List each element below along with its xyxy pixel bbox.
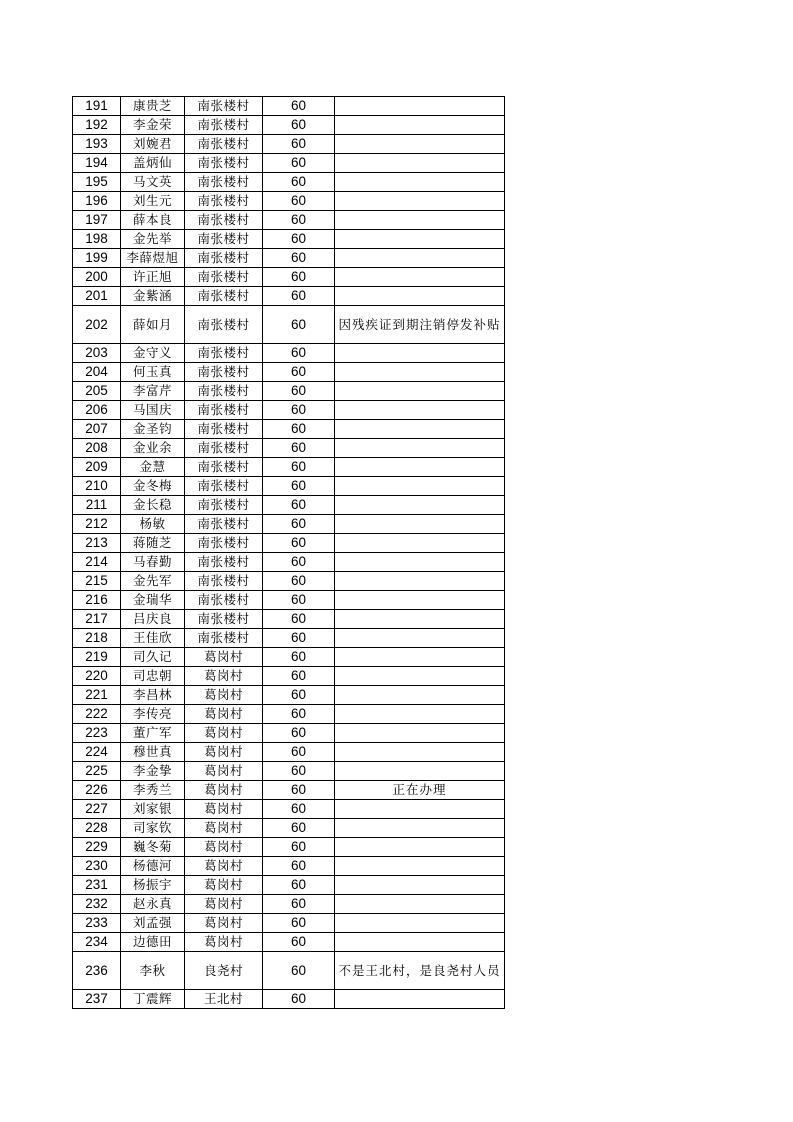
village-cell: 南张楼村: [185, 344, 263, 363]
village-cell: 葛岗村: [185, 876, 263, 895]
village-cell: 南张楼村: [185, 477, 263, 496]
amount-cell: 60: [263, 705, 335, 724]
table-row: [73, 116, 505, 135]
village-cell: 葛岗村: [185, 781, 263, 800]
row-number-cell: 220: [73, 667, 121, 686]
name-cell: 刘家银: [121, 800, 185, 819]
note-cell: [335, 515, 505, 534]
name-cell: 金圣钧: [121, 420, 185, 439]
name-cell: 杨敏: [121, 515, 185, 534]
note-cell: [335, 116, 505, 135]
table-row: [73, 914, 505, 933]
note-cell: 不是王北村，是良尧村人员: [335, 952, 505, 990]
amount-cell: 60: [263, 249, 335, 268]
note-cell: [335, 990, 505, 1009]
village-cell: 葛岗村: [185, 724, 263, 743]
row-number-cell: 228: [73, 819, 121, 838]
name-cell: 吕庆良: [121, 610, 185, 629]
name-cell: 薛如月: [121, 306, 185, 344]
amount-cell: 60: [263, 819, 335, 838]
row-number-cell: 225: [73, 762, 121, 781]
row-number-cell: 193: [73, 135, 121, 154]
table-row: [73, 686, 505, 705]
row-number-cell: 219: [73, 648, 121, 667]
row-number-cell: 208: [73, 439, 121, 458]
village-cell: 葛岗村: [185, 667, 263, 686]
note-cell: [335, 363, 505, 382]
name-cell: 金紫涵: [121, 287, 185, 306]
row-number-cell: 221: [73, 686, 121, 705]
amount-cell: 60: [263, 382, 335, 401]
note-cell: [335, 97, 505, 116]
note-cell: [335, 230, 505, 249]
note-cell: [335, 439, 505, 458]
village-cell: 南张楼村: [185, 610, 263, 629]
village-cell: 南张楼村: [185, 192, 263, 211]
row-number-cell: 198: [73, 230, 121, 249]
name-cell: 薛本良: [121, 211, 185, 230]
village-cell: 葛岗村: [185, 705, 263, 724]
amount-cell: 60: [263, 553, 335, 572]
amount-cell: 60: [263, 534, 335, 553]
row-number-cell: 213: [73, 534, 121, 553]
village-cell: 南张楼村: [185, 268, 263, 287]
note-cell: [335, 933, 505, 952]
amount-cell: 60: [263, 344, 335, 363]
name-cell: 杨德河: [121, 857, 185, 876]
table-row: [73, 743, 505, 762]
row-number-cell: 210: [73, 477, 121, 496]
village-cell: 南张楼村: [185, 534, 263, 553]
village-cell: 王北村: [185, 990, 263, 1009]
row-number-cell: 206: [73, 401, 121, 420]
village-cell: 葛岗村: [185, 743, 263, 762]
amount-cell: 60: [263, 952, 335, 990]
note-cell: [335, 287, 505, 306]
village-cell: 南张楼村: [185, 363, 263, 382]
name-cell: 马文英: [121, 173, 185, 192]
table-row: [73, 648, 505, 667]
row-number-cell: 226: [73, 781, 121, 800]
table-row: [73, 135, 505, 154]
name-cell: 刘生元: [121, 192, 185, 211]
amount-cell: 60: [263, 192, 335, 211]
village-cell: 南张楼村: [185, 553, 263, 572]
name-cell: 李秋: [121, 952, 185, 990]
amount-cell: 60: [263, 458, 335, 477]
row-number-cell: 218: [73, 629, 121, 648]
name-cell: 司久记: [121, 648, 185, 667]
name-cell: 董广军: [121, 724, 185, 743]
name-cell: 刘孟强: [121, 914, 185, 933]
note-cell: [335, 211, 505, 230]
amount-cell: 60: [263, 857, 335, 876]
table-row: [73, 667, 505, 686]
table-row: [73, 629, 505, 648]
note-cell: [335, 610, 505, 629]
amount-cell: 60: [263, 838, 335, 857]
note-cell: [335, 496, 505, 515]
amount-cell: 60: [263, 135, 335, 154]
row-number-cell: 230: [73, 857, 121, 876]
table-row: [73, 268, 505, 287]
village-cell: 南张楼村: [185, 135, 263, 154]
name-cell: 马春勤: [121, 553, 185, 572]
village-cell: 葛岗村: [185, 895, 263, 914]
table-row: [73, 192, 505, 211]
table-row: [73, 819, 505, 838]
note-cell: [335, 819, 505, 838]
table-row: [73, 952, 505, 990]
amount-cell: 60: [263, 401, 335, 420]
table-row: [73, 306, 505, 344]
name-cell: 金守义: [121, 344, 185, 363]
amount-cell: 60: [263, 933, 335, 952]
row-number-cell: 216: [73, 591, 121, 610]
note-cell: 因残疾证到期注销停发补贴: [335, 306, 505, 344]
name-cell: 李薛煜旭: [121, 249, 185, 268]
amount-cell: 60: [263, 610, 335, 629]
name-cell: 司忠朝: [121, 667, 185, 686]
row-number-cell: 201: [73, 287, 121, 306]
village-cell: 南张楼村: [185, 439, 263, 458]
name-cell: 金业余: [121, 439, 185, 458]
village-cell: 葛岗村: [185, 914, 263, 933]
row-number-cell: 222: [73, 705, 121, 724]
row-number-cell: 194: [73, 154, 121, 173]
note-cell: [335, 743, 505, 762]
table-row: [73, 344, 505, 363]
table-row: [73, 876, 505, 895]
name-cell: 金先举: [121, 230, 185, 249]
village-cell: 南张楼村: [185, 306, 263, 344]
name-cell: 穆世真: [121, 743, 185, 762]
row-number-cell: 209: [73, 458, 121, 477]
note-cell: [335, 686, 505, 705]
row-number-cell: 197: [73, 211, 121, 230]
note-cell: [335, 705, 505, 724]
name-cell: 许正旭: [121, 268, 185, 287]
note-cell: [335, 344, 505, 363]
village-cell: 葛岗村: [185, 933, 263, 952]
row-number-cell: 204: [73, 363, 121, 382]
village-cell: 南张楼村: [185, 211, 263, 230]
row-number-cell: 203: [73, 344, 121, 363]
village-cell: 南张楼村: [185, 154, 263, 173]
note-cell: [335, 458, 505, 477]
note-cell: [335, 667, 505, 686]
amount-cell: 60: [263, 97, 335, 116]
note-cell: [335, 553, 505, 572]
note-cell: [335, 724, 505, 743]
row-number-cell: 196: [73, 192, 121, 211]
village-cell: 葛岗村: [185, 838, 263, 857]
note-cell: [335, 382, 505, 401]
amount-cell: 60: [263, 306, 335, 344]
amount-cell: 60: [263, 724, 335, 743]
village-cell: 葛岗村: [185, 819, 263, 838]
note-cell: [335, 135, 505, 154]
row-number-cell: 217: [73, 610, 121, 629]
note-cell: [335, 895, 505, 914]
village-cell: 南张楼村: [185, 629, 263, 648]
amount-cell: 60: [263, 211, 335, 230]
table-row: [73, 477, 505, 496]
row-number-cell: 223: [73, 724, 121, 743]
amount-cell: 60: [263, 287, 335, 306]
village-cell: 南张楼村: [185, 287, 263, 306]
row-number-cell: 227: [73, 800, 121, 819]
village-cell: 葛岗村: [185, 800, 263, 819]
village-cell: 南张楼村: [185, 591, 263, 610]
name-cell: 巍冬菊: [121, 838, 185, 857]
row-number-cell: 232: [73, 895, 121, 914]
row-number-cell: 229: [73, 838, 121, 857]
note-cell: [335, 857, 505, 876]
row-number-cell: 205: [73, 382, 121, 401]
village-cell: 葛岗村: [185, 762, 263, 781]
village-cell: 南张楼村: [185, 97, 263, 116]
note-cell: [335, 420, 505, 439]
amount-cell: 60: [263, 895, 335, 914]
amount-cell: 60: [263, 496, 335, 515]
table-row: [73, 363, 505, 382]
table-row: [73, 211, 505, 230]
amount-cell: 60: [263, 477, 335, 496]
note-cell: 正在办理: [335, 781, 505, 800]
village-cell: 葛岗村: [185, 857, 263, 876]
row-number-cell: 233: [73, 914, 121, 933]
table-row: [73, 857, 505, 876]
village-cell: 葛岗村: [185, 686, 263, 705]
village-cell: 南张楼村: [185, 249, 263, 268]
table-row: [73, 420, 505, 439]
table-row: [73, 249, 505, 268]
name-cell: 王佳欣: [121, 629, 185, 648]
amount-cell: 60: [263, 116, 335, 135]
name-cell: 金冬梅: [121, 477, 185, 496]
note-cell: [335, 876, 505, 895]
table-row: [73, 496, 505, 515]
name-cell: 司家钦: [121, 819, 185, 838]
village-cell: 南张楼村: [185, 230, 263, 249]
name-cell: 李金挚: [121, 762, 185, 781]
amount-cell: 60: [263, 515, 335, 534]
note-cell: [335, 249, 505, 268]
name-cell: 金长稳: [121, 496, 185, 515]
table-row: [73, 610, 505, 629]
row-number-cell: 231: [73, 876, 121, 895]
amount-cell: 60: [263, 420, 335, 439]
name-cell: 金先军: [121, 572, 185, 591]
note-cell: [335, 477, 505, 496]
name-cell: 李金荣: [121, 116, 185, 135]
row-number-cell: 236: [73, 952, 121, 990]
name-cell: 康贵芝: [121, 97, 185, 116]
village-cell: 南张楼村: [185, 173, 263, 192]
amount-cell: 60: [263, 572, 335, 591]
table-row: [73, 572, 505, 591]
amount-cell: 60: [263, 591, 335, 610]
row-number-cell: 224: [73, 743, 121, 762]
note-cell: [335, 173, 505, 192]
table-row: [73, 933, 505, 952]
row-number-cell: 202: [73, 306, 121, 344]
name-cell: 刘婉君: [121, 135, 185, 154]
table-row: [73, 458, 505, 477]
amount-cell: 60: [263, 762, 335, 781]
row-number-cell: 237: [73, 990, 121, 1009]
amount-cell: 60: [263, 439, 335, 458]
note-cell: [335, 591, 505, 610]
amount-cell: 60: [263, 154, 335, 173]
note-cell: [335, 800, 505, 819]
table-row: [73, 230, 505, 249]
village-cell: 南张楼村: [185, 496, 263, 515]
amount-cell: 60: [263, 800, 335, 819]
village-cell: 葛岗村: [185, 648, 263, 667]
note-cell: [335, 534, 505, 553]
row-number-cell: 211: [73, 496, 121, 515]
table-row: [73, 97, 505, 116]
name-cell: 马国庆: [121, 401, 185, 420]
name-cell: 李传亮: [121, 705, 185, 724]
name-cell: 李富芹: [121, 382, 185, 401]
name-cell: 杨振宇: [121, 876, 185, 895]
name-cell: 金慧: [121, 458, 185, 477]
note-cell: [335, 629, 505, 648]
amount-cell: 60: [263, 686, 335, 705]
amount-cell: 60: [263, 230, 335, 249]
row-number-cell: 195: [73, 173, 121, 192]
row-number-cell: 234: [73, 933, 121, 952]
note-cell: [335, 914, 505, 933]
note-cell: [335, 648, 505, 667]
table-row: [73, 724, 505, 743]
village-cell: 南张楼村: [185, 458, 263, 477]
table-row: [73, 173, 505, 192]
amount-cell: 60: [263, 648, 335, 667]
name-cell: 李秀兰: [121, 781, 185, 800]
table-row: [73, 838, 505, 857]
name-cell: 何玉真: [121, 363, 185, 382]
table-row: [73, 287, 505, 306]
name-cell: 边德田: [121, 933, 185, 952]
table-row: [73, 439, 505, 458]
village-cell: 南张楼村: [185, 420, 263, 439]
village-cell: 南张楼村: [185, 116, 263, 135]
note-cell: [335, 762, 505, 781]
table-row: [73, 895, 505, 914]
table-body: [73, 97, 505, 1009]
note-cell: [335, 838, 505, 857]
table-row: [73, 382, 505, 401]
row-number-cell: 191: [73, 97, 121, 116]
row-number-cell: 207: [73, 420, 121, 439]
village-cell: 南张楼村: [185, 382, 263, 401]
table-row: [73, 800, 505, 819]
name-cell: 蒋随芝: [121, 534, 185, 553]
name-cell: 盖炳仙: [121, 154, 185, 173]
row-number-cell: 199: [73, 249, 121, 268]
amount-cell: 60: [263, 743, 335, 762]
village-cell: 南张楼村: [185, 401, 263, 420]
table-row: [73, 515, 505, 534]
amount-cell: 60: [263, 173, 335, 192]
note-cell: [335, 572, 505, 591]
note-cell: [335, 268, 505, 287]
village-cell: 南张楼村: [185, 515, 263, 534]
table-row: [73, 401, 505, 420]
note-cell: [335, 154, 505, 173]
amount-cell: 60: [263, 781, 335, 800]
amount-cell: 60: [263, 667, 335, 686]
name-cell: 丁震辉: [121, 990, 185, 1009]
amount-cell: 60: [263, 876, 335, 895]
row-number-cell: 212: [73, 515, 121, 534]
table-row: [73, 553, 505, 572]
table-row: [73, 762, 505, 781]
village-cell: 良尧村: [185, 952, 263, 990]
row-number-cell: 200: [73, 268, 121, 287]
amount-cell: 60: [263, 914, 335, 933]
note-cell: [335, 401, 505, 420]
name-cell: 金瑞华: [121, 591, 185, 610]
amount-cell: 60: [263, 629, 335, 648]
table-row: [73, 990, 505, 1009]
row-number-cell: 215: [73, 572, 121, 591]
table-row: [73, 154, 505, 173]
amount-cell: 60: [263, 268, 335, 287]
note-cell: [335, 192, 505, 211]
row-number-cell: 192: [73, 116, 121, 135]
table-row: [73, 705, 505, 724]
allowance-table: [72, 96, 505, 1009]
table-row: [73, 781, 505, 800]
name-cell: 赵永真: [121, 895, 185, 914]
amount-cell: 60: [263, 363, 335, 382]
row-number-cell: 214: [73, 553, 121, 572]
village-cell: 南张楼村: [185, 572, 263, 591]
name-cell: 李昌林: [121, 686, 185, 705]
table-row: [73, 591, 505, 610]
amount-cell: 60: [263, 990, 335, 1009]
table-row: [73, 534, 505, 553]
